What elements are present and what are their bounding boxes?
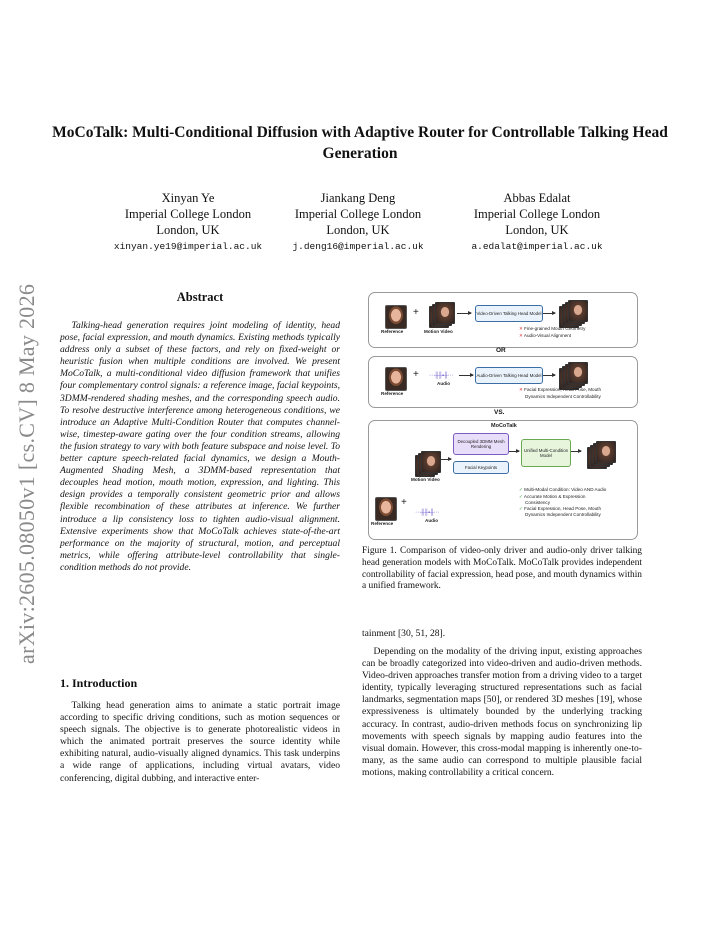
author-email: a.edalat@imperial.ac.uk	[471, 241, 603, 252]
check-icon: ✓	[519, 506, 523, 511]
benefit-1: ✓ Multi-Modal Condition: Video AND Audio	[519, 487, 607, 492]
video-driven-model-box: Video-Driven Talking Head Model	[475, 305, 543, 322]
figure-caption: Figure 1. Comparison of video-only driver and audio-only driver talking head generation models with MoCoTalk. MoCoTalk provides independent controllability of facial expression, head pose, and mouth dynamics within a unified framework.	[362, 546, 642, 592]
reference-image	[385, 305, 407, 329]
author-email: xinyan.ye19@imperial.ac.uk	[113, 241, 263, 252]
body-paragraph: Depending on the modality of the driving input, existing approaches can be broadly categorized into video-driven and audio-driven methods. Video-driven approaches transfer motion from a driving video to a target identity, typically leveraging structured representations such as facial landmarks, segmentation maps [50], or rendered 3D meshes [19], whose expressiveness is ultimately bounded by the underlying tracking accuracy. In contrast, audio-driven methods focus on synchronizing lip movements with speech signals by mapping audio features into the visual domain. However, this cross-modal mapping is inherently one-to-many, as the same audio can correspond to multiple plausible facial motions, making controllability a critical concern.	[362, 646, 642, 778]
motion-video-label: Motion Video	[411, 477, 440, 482]
output-frames	[587, 441, 609, 463]
section-heading: 1. Introduction	[60, 676, 138, 690]
limitation-1b: Dynamics Independent Controllability	[525, 394, 601, 399]
limitation-2: ✕ Audio-Visual Alignment	[519, 333, 572, 338]
audio-label: Audio	[425, 518, 439, 523]
author-name: Jiankang Deng	[320, 191, 396, 205]
reference-label: Reference	[381, 391, 404, 396]
limitation-1: ✕ Facial Expression, Head Pose, Mouth	[519, 387, 601, 392]
arxiv-watermark: arXiv:2605.08050v1 [cs.CV] 8 May 2026	[14, 283, 39, 664]
output-frames	[559, 362, 581, 384]
abstract-text: Talking-head generation requires joint modeling of identity, head pose, facial expression, and mouth dynamics. Existing methods typically address only a subset of these factors, and rely on fixed-weight or heuristic fusion when multiple conditions are involved. We present MoCoTalk, a multi-conditional video diffusion framework that unifies four complementary control signals: a reference image, facial keypoints, 3DMM-rendered shading meshes, and the corresponding speech audio. To resolve destructive interference among heterogeneous conditions, we introduce an Adaptive Multi-Condition Router that computes channel-wise, timestep-aware gating over the four condition streams, allowing the fusion strategy to vary with both feature subspace and noise level. To better capture speech-related facial dynamics, we design a Mouth-Augmented Shading Mesh, a 3DMM-based representation that decouples head motion, mouth motion, expression, and lighting. This design provides a temporally consistent geometric prior and allows flexible recombination of these attributes at inference. We further introduce a lip consistency loss to tighten audio-visual alignment. Extensive experiments show that MoCoTalk achieves state-of-the-art performance on the majority of structural, motion, and perceptual metrics, while offering attribute-level controllability that single-condition methods do not provide.	[60, 320, 340, 573]
reference-image	[375, 497, 397, 521]
author-email: j.deng16@imperial.ac.uk	[292, 241, 424, 252]
mesh-rendering-box: Decoupled 3DMM Mesh Rendering	[453, 433, 509, 455]
author-affiliation: Imperial College London	[473, 207, 601, 221]
motion-video-label: Motion Video	[424, 329, 453, 334]
author-location: London, UK	[505, 223, 569, 237]
author-affiliation: Imperial College London	[124, 207, 252, 221]
author-location: London, UK	[156, 223, 220, 237]
mocotalk-panel: MoCoTalk Motion Video Decoupled 3DMM Mesh Rendering Facial Keypoints Unified Multi-Condition Model Reference + ⋯╫╫▪╫⋯ Audio ✓ Multi-Modal Condition: Video AND Audio ✓ Accurate Motion & Expression Consistency ✓ Facial Expression, Head Pose, Mouth Dynamics Independent Controllability	[368, 420, 638, 540]
author-affiliation: Imperial College London	[294, 207, 422, 221]
cross-icon: ✕	[519, 387, 523, 392]
reference-label: Reference	[381, 329, 404, 334]
author-name: Abbas Edalat	[503, 191, 571, 205]
video-driven-panel: Reference + Motion Video Video-Driven Talking Head Model ✕ Fine-grained Mouth Geometry ✕ Audio-Visual Alignment	[368, 292, 638, 348]
unified-model-box: Unified Multi-Condition Model	[521, 439, 571, 467]
continued-text: tainment [30, 51, 28].	[362, 628, 446, 639]
audio-label: Audio	[437, 381, 451, 386]
abstract-heading: Abstract	[176, 290, 224, 304]
paper-title: MoCoTalk: Multi-Conditional Diffusion with Adaptive Router for Controllable Talking Head Generation	[52, 124, 668, 162]
author-name: Xinyan Ye	[161, 191, 215, 205]
output-frames	[559, 300, 581, 322]
benefit-3b: Dynamics Independent Controllability	[525, 512, 601, 517]
keypoints-box: Facial Keypoints	[453, 461, 509, 474]
motion-video-frames	[415, 451, 437, 473]
audio-driven-model-box: Audio-Driven Talking Head Model	[475, 367, 543, 384]
figure-1	[368, 290, 640, 540]
author-location: London, UK	[326, 223, 390, 237]
or-label: OR	[496, 347, 506, 354]
author-3	[427, 190, 647, 255]
benefit-2b: Consistency	[525, 500, 551, 505]
cross-icon: ✕	[519, 326, 523, 331]
vs-label: VS.	[494, 409, 505, 416]
reference-image	[385, 367, 407, 391]
audio-wave-icon: ⋯╫╫▪╫⋯	[415, 510, 439, 516]
benefit-2: ✓ Accurate Motion & Expression	[519, 494, 586, 499]
reference-label: Reference	[371, 521, 394, 526]
cross-icon: ✕	[519, 333, 523, 338]
mocotalk-title: MoCoTalk	[491, 423, 517, 429]
check-icon: ✓	[519, 487, 523, 492]
audio-driven-panel: Reference + ⋯╫╫▪╫⋯ Audio Audio-Driven Talking Head Model ✕ Facial Expression, Head Pose, Mouth Dynamics Independent Controllability	[368, 356, 638, 408]
benefit-3: ✓ Facial Expression, Head Pose, Mouth	[519, 506, 601, 511]
limitation-1: ✕ Fine-grained Mouth Geometry	[519, 326, 586, 331]
motion-video-frames	[429, 302, 451, 324]
check-icon: ✓	[519, 494, 523, 499]
audio-wave-icon: ⋯╫╫▪╫⋯	[429, 373, 453, 379]
intro-paragraph: Talking head generation aims to animate a static portrait image according to specific driving conditions, such as motion sequences or speech signals. The objective is to generate photorealistic videos in which the animated portrait preserves the source identity while exhibiting natural, audio-visually aligned dynamics. This task underpins a wide range of applications, including virtual avatars, video conferencing, digital dubbing, and interactive enter-	[60, 700, 340, 784]
